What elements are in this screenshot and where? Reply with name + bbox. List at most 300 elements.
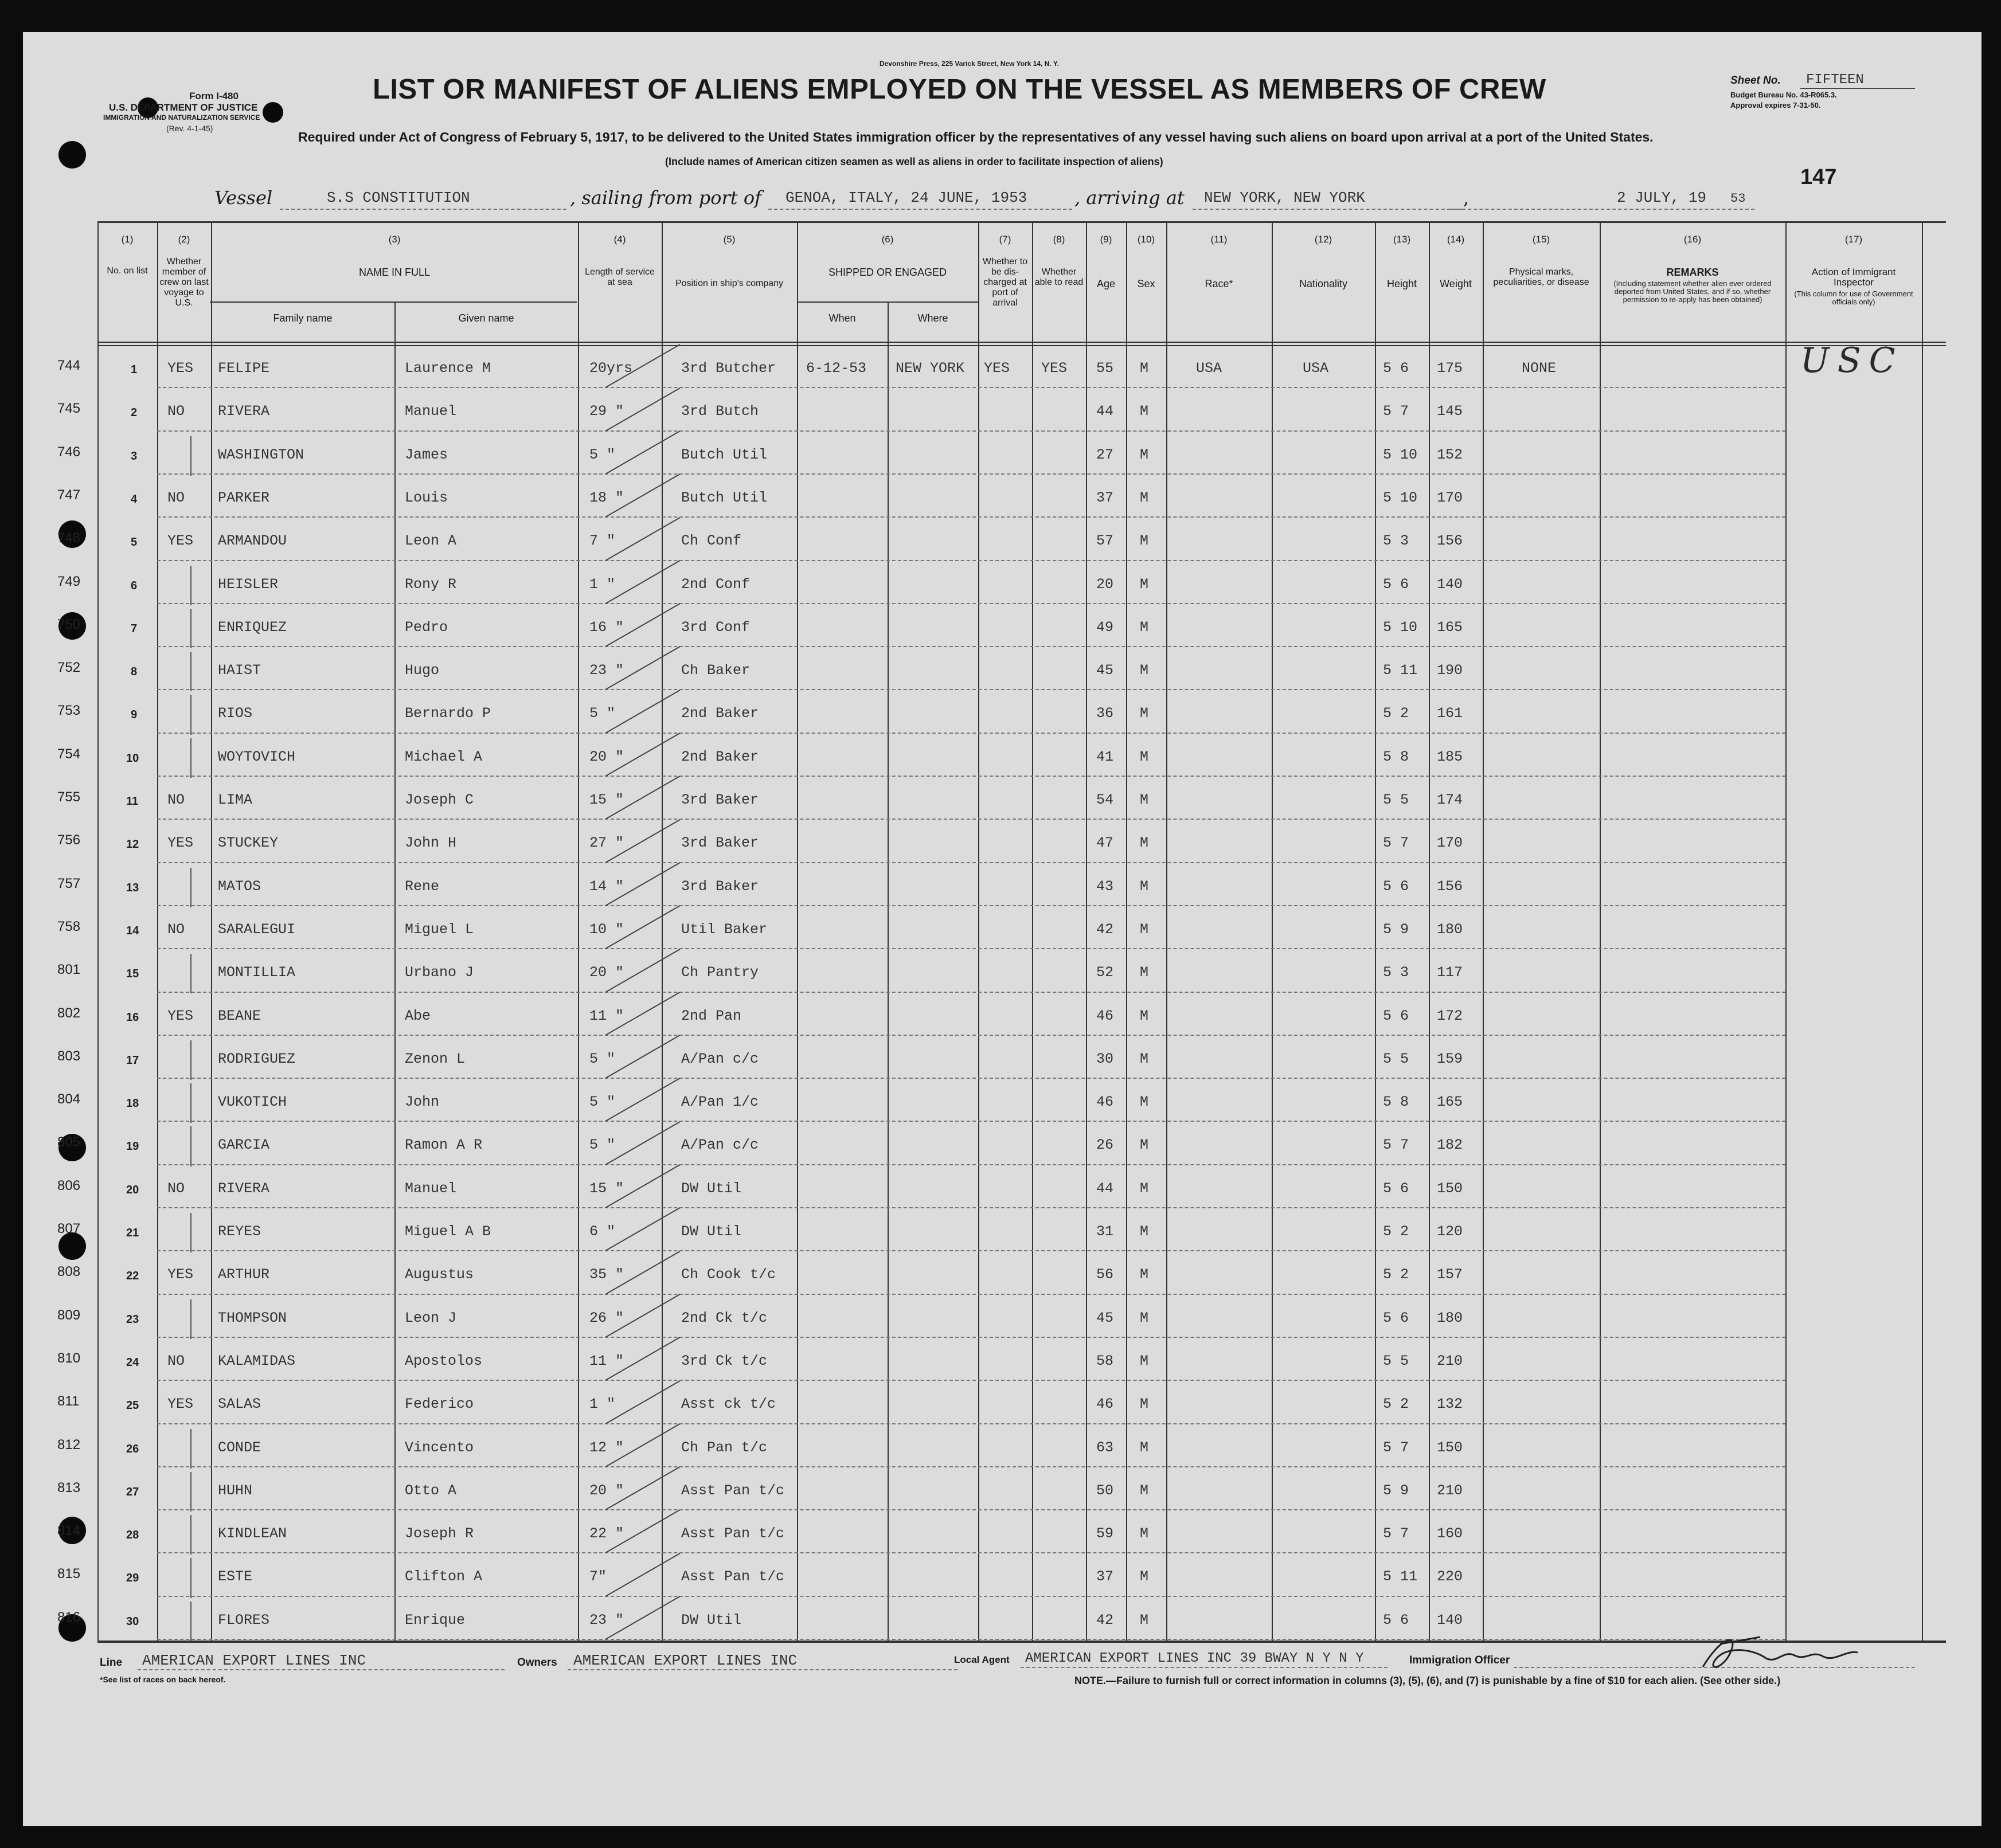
crew-last-voyage: YES (167, 1396, 194, 1413)
age: 57 (1096, 533, 1114, 550)
vessel-label: Vessel (214, 187, 273, 209)
service-length: 18 " (589, 489, 624, 506)
row-number: 20 (126, 1183, 139, 1196)
ship-position: 3rd Baker (681, 792, 759, 808)
sex: M (1140, 835, 1149, 852)
check-mark (605, 1078, 681, 1122)
age: 63 (1096, 1439, 1114, 1456)
row-number: 25 (126, 1399, 139, 1412)
column-rule (1922, 221, 1923, 1641)
age: 46 (1096, 1007, 1114, 1024)
row-rule (157, 1337, 1785, 1338)
ship-position: A/Pan c/c (681, 1137, 759, 1154)
column-rule (662, 221, 663, 1641)
crew-last-voyage: NO (167, 921, 185, 938)
row-number: 8 (131, 665, 138, 679)
given-name: John H (405, 835, 457, 852)
form-number: Form I-480 (189, 91, 239, 101)
given-name: Michael A (405, 748, 483, 765)
row-number: 28 (126, 1529, 139, 1542)
check-mark (605, 1121, 681, 1165)
age: 44 (1096, 1180, 1114, 1197)
crew-last-voyage: NO (167, 1180, 185, 1197)
ship-position: 2nd Ck t/c (681, 1309, 768, 1326)
row-ref-number: 813 (57, 1479, 81, 1495)
height: 5 10 (1383, 446, 1418, 463)
row-ref-number: 807 (57, 1221, 81, 1236)
family-name: CONDE (218, 1439, 261, 1456)
row-ref-number: 749 (57, 573, 81, 589)
row-rule (157, 1509, 1785, 1510)
service-length: 6 " (589, 1223, 616, 1240)
row-ref-number: 808 (57, 1264, 81, 1280)
column-rule (157, 221, 158, 1641)
height: 5 6 (1383, 1007, 1409, 1024)
ditto-mark (190, 1558, 191, 1598)
crew-last-voyage: YES (167, 835, 194, 852)
weight: 160 (1437, 1525, 1463, 1542)
age: 50 (1096, 1482, 1114, 1499)
sex: M (1140, 360, 1149, 377)
agent-label: Local Agent (954, 1654, 1010, 1665)
row-ref-number: 748 (57, 530, 81, 546)
family-name: WASHINGTON (218, 446, 304, 463)
age: 36 (1096, 705, 1114, 722)
row-number: 15 (126, 968, 139, 981)
column-rule (578, 221, 579, 1641)
family-name: PARKER (218, 489, 270, 506)
col-height: Height (1386, 278, 1417, 289)
sex: M (1140, 1137, 1149, 1154)
row-rule (157, 430, 1785, 432)
age: 58 (1096, 1352, 1114, 1369)
family-name: ENRIQUEZ (218, 618, 287, 636)
row-ref-number: 801 (57, 962, 81, 978)
crew-last-voyage: YES (167, 360, 194, 377)
row-ref-number: 745 (57, 401, 81, 417)
sex: M (1140, 1352, 1149, 1369)
age: 20 (1096, 575, 1114, 593)
penalty-note: NOTE.—Failure to furnish full or correct information in columns (3), (5), (6), and (7) is punishable by a fine of $10 for each alien. (See other side.) (1074, 1675, 1781, 1686)
weight: 165 (1437, 618, 1463, 636)
age: 42 (1096, 1611, 1114, 1628)
column-rule (797, 221, 798, 1641)
age: 45 (1096, 662, 1114, 679)
ship-position: A/Pan 1/c (681, 1094, 759, 1111)
age: 45 (1096, 1309, 1114, 1326)
height: 5 7 (1383, 835, 1409, 852)
weight: 161 (1437, 705, 1463, 722)
age: 44 (1096, 403, 1114, 420)
sheet-number: FIFTEEN (1806, 72, 1864, 88)
height: 5 6 (1383, 1309, 1409, 1326)
shipped-where: NEW YORK (896, 360, 965, 377)
line-value: AMERICAN EXPORT LINES INC (142, 1652, 366, 1669)
ditto-mark (190, 1472, 191, 1512)
sex: M (1140, 1309, 1149, 1326)
row-number: 29 (126, 1572, 139, 1585)
row-ref-number: 803 (57, 1048, 81, 1064)
given-name: Rony R (405, 575, 457, 593)
punch-hole (58, 141, 86, 169)
crew-last-voyage: YES (167, 533, 194, 550)
subtitle: Required under Act of Congress of February 5, 1917, to be delivered to the United States immigration officer by the representatives of any vessel having such aliens on board upon arrival at a port of the United States. (298, 130, 1654, 144)
crew-last-voyage: NO (167, 792, 185, 808)
row-number: 23 (126, 1313, 139, 1326)
ditto-mark (190, 1213, 191, 1252)
sheet-label: Sheet No. (1730, 75, 1781, 87)
weight: 132 (1437, 1396, 1463, 1413)
row-number: 10 (126, 751, 139, 765)
ship-position: 3rd Butch (681, 403, 759, 420)
row-number: 2 (131, 406, 138, 420)
ditto-mark (190, 1515, 191, 1555)
row-ref-number: 814 (57, 1523, 81, 1539)
inspector-action: USC (1800, 340, 1904, 381)
ditto-mark (190, 868, 191, 907)
row-rule (157, 776, 1785, 777)
age: 46 (1096, 1094, 1114, 1111)
row-rule (157, 862, 1785, 863)
ship-position: Asst Pan t/c (681, 1568, 785, 1585)
given-name: Leon J (405, 1309, 457, 1326)
height: 5 6 (1383, 1611, 1409, 1628)
agent-value: AMERICAN EXPORT LINES INC 39 BWAY N Y N Y (1025, 1651, 1364, 1666)
service-length: 26 " (589, 1309, 624, 1326)
given-name: Pedro (405, 618, 448, 636)
row-rule (157, 819, 1785, 820)
ship-position: Ch Pan t/c (681, 1439, 768, 1456)
crew-last-voyage: NO (167, 489, 185, 506)
sex: M (1140, 1050, 1149, 1067)
ship-position: Asst Pan t/c (681, 1525, 785, 1542)
family-name: KINDLEAN (218, 1525, 287, 1542)
check-mark (605, 517, 681, 561)
ship-position: Asst ck t/c (681, 1396, 776, 1413)
age: 54 (1096, 792, 1114, 808)
age: 41 (1096, 748, 1114, 765)
vessel-name: S.S CONSTITUTION (327, 189, 470, 206)
row-rule (157, 603, 1785, 604)
ship-position: 3rd Baker (681, 878, 759, 895)
sex: M (1140, 446, 1149, 463)
family-name: SARALEGUI (218, 921, 296, 938)
ship-position: Asst Pan t/c (681, 1482, 785, 1499)
row-ref-number: 758 (57, 918, 81, 934)
row-number: 9 (131, 708, 138, 722)
col-age: Age (1096, 278, 1116, 289)
age: 27 (1096, 446, 1114, 463)
ditto-mark (190, 609, 191, 648)
sex: M (1140, 1094, 1149, 1111)
sex: M (1140, 964, 1149, 981)
ship-position: Ch Conf (681, 533, 742, 550)
col-weight: Weight (1440, 278, 1472, 289)
ship-position: 3rd Baker (681, 835, 759, 852)
column-rule (1483, 221, 1484, 1641)
weight: 157 (1437, 1266, 1463, 1283)
service-length: 35 " (589, 1266, 624, 1283)
service-length: 20yrs (589, 360, 633, 377)
weight: 165 (1437, 1094, 1463, 1111)
arrival-date: 2 JULY, 19 (1617, 189, 1707, 206)
height: 5 2 (1383, 1266, 1409, 1283)
row-ref-number: 756 (57, 832, 81, 848)
ship-position: Butch Util (681, 446, 768, 463)
row-rule (157, 1078, 1785, 1079)
ditto-mark (190, 1299, 191, 1339)
family-name: FELIPE (218, 360, 270, 377)
weight: 150 (1437, 1439, 1463, 1456)
family-name: THOMPSON (218, 1309, 287, 1326)
given-name: Zenon L (405, 1050, 466, 1067)
row-number: 24 (126, 1356, 139, 1369)
row-ref-number: 809 (57, 1307, 81, 1323)
family-name: ARMANDOU (218, 533, 287, 550)
age: 43 (1096, 878, 1114, 895)
weight: 185 (1437, 748, 1463, 765)
age: 55 (1096, 360, 1114, 377)
ship-position: DW Util (681, 1223, 742, 1240)
row-rule (157, 992, 1785, 993)
family-name: HEISLER (218, 575, 279, 593)
height: 5 2 (1383, 1396, 1409, 1413)
row-number: 16 (126, 1011, 139, 1024)
given-name: Miguel A B (405, 1223, 491, 1240)
age: 52 (1096, 964, 1114, 981)
given-name: Otto A (405, 1482, 457, 1499)
family-name: WOYTOVICH (218, 748, 296, 765)
service-length: 7 " (589, 533, 616, 550)
row-ref-number: 810 (57, 1350, 81, 1366)
ship-position: 2nd Baker (681, 748, 759, 765)
row-number: 30 (126, 1615, 139, 1628)
officer-label: Immigration Officer (1409, 1654, 1510, 1666)
weight: 159 (1437, 1050, 1463, 1067)
ditto-mark (190, 1040, 191, 1080)
row-ref-number: 753 (57, 703, 81, 719)
given-name: Rene (405, 878, 440, 895)
col-when: When (828, 312, 856, 324)
row-rule (157, 1639, 1785, 1640)
age: 31 (1096, 1223, 1114, 1240)
height: 5 9 (1383, 1482, 1409, 1499)
weight: 145 (1437, 403, 1463, 420)
weight: 190 (1437, 662, 1463, 679)
owners-label: Owners (517, 1657, 557, 1669)
col-name-in-full: NAME IN FULL (358, 267, 431, 278)
weight: 172 (1437, 1007, 1463, 1024)
ditto-mark (190, 1429, 191, 1469)
ditto-mark (190, 566, 191, 605)
column-rule (1032, 221, 1033, 1641)
printer-imprint: Devonshire Press, 225 Varick Street, New York 14, N. Y. (880, 60, 1059, 68)
row-ref-number: 804 (57, 1091, 81, 1107)
column-rule (1272, 221, 1273, 1641)
row-number: 12 (126, 838, 139, 851)
family-name: RODRIGUEZ (218, 1050, 296, 1067)
sex: M (1140, 575, 1149, 593)
ship-position: Ch Baker (681, 662, 751, 679)
col-nationality: Nationality (1299, 278, 1348, 289)
column-rule (1126, 221, 1127, 1641)
ditto-mark (190, 954, 191, 993)
row-ref-number: 747 (57, 487, 81, 503)
weight: 180 (1437, 921, 1463, 938)
given-name: Clifton A (405, 1568, 483, 1585)
service-length: 5 " (589, 1050, 616, 1067)
family-name: KALAMIDAS (218, 1352, 296, 1369)
row-rule (157, 1552, 1785, 1553)
given-name: Miguel L (405, 921, 474, 938)
row-number: 5 (131, 536, 138, 549)
ditto-mark (190, 1083, 191, 1123)
column-rule (888, 302, 889, 1641)
ship-position: 3rd Conf (681, 618, 751, 636)
given-name: John (405, 1094, 440, 1111)
service-length: 23 " (589, 1611, 624, 1628)
given-name: Hugo (405, 662, 440, 679)
family-name: REYES (218, 1223, 261, 1240)
ditto-mark (190, 695, 191, 734)
sex: M (1140, 1525, 1149, 1542)
family-name: RIVERA (218, 403, 270, 420)
age: 47 (1096, 835, 1114, 852)
service-length: 5 " (589, 1137, 616, 1154)
weight: 117 (1437, 964, 1463, 981)
row-rule (157, 1466, 1785, 1467)
ditto-mark (190, 436, 191, 476)
col-remarks: REMARKS (1666, 267, 1719, 278)
age: 56 (1096, 1266, 1114, 1283)
row-number: 13 (126, 881, 139, 894)
weight: 170 (1437, 489, 1463, 506)
given-name: Augustus (405, 1266, 474, 1283)
check-mark (605, 560, 681, 604)
weight: 180 (1437, 1309, 1463, 1326)
height: 5 8 (1383, 1094, 1409, 1111)
row-rule (157, 1250, 1785, 1251)
col-family-name: Family name (273, 312, 333, 324)
col-race: Race* (1205, 278, 1233, 289)
row-ref-number: 744 (57, 358, 81, 373)
service-length: 7" (589, 1568, 607, 1585)
service-length: 5 " (589, 1094, 616, 1111)
row-ref-number: 755 (57, 789, 81, 805)
given-name: Bernardo P (405, 705, 491, 722)
punch-hole (263, 102, 283, 123)
check-mark (605, 1553, 681, 1597)
family-name: ESTE (218, 1568, 253, 1585)
page-title: LIST OR MANIFEST OF ALIENS EMPLOYED ON THE VESSEL AS MEMBERS OF CREW (373, 74, 1546, 105)
family-name: VUKOTICH (218, 1094, 287, 1111)
given-name: Urbano J (405, 964, 474, 981)
col-able-to-read: Whether able to read (1034, 267, 1084, 287)
row-rule (157, 1423, 1785, 1424)
row-ref-number: 815 (57, 1566, 81, 1582)
ship-position: DW Util (681, 1611, 742, 1628)
row-number: 18 (126, 1097, 139, 1110)
check-mark (605, 1207, 681, 1251)
family-name: LIMA (218, 792, 253, 808)
ship-position: 2nd Conf (681, 575, 751, 593)
ditto-mark (190, 738, 191, 778)
races-note: *See list of races on back hereof. (100, 1675, 226, 1684)
family-name: HUHN (218, 1482, 253, 1499)
row-number: 21 (126, 1227, 139, 1239)
arriving-label: , arriving at (1074, 187, 1185, 209)
sex: M (1140, 1482, 1149, 1499)
age: 59 (1096, 1525, 1114, 1542)
budget-bureau: Budget Bureau No. 43-R065.3. (1730, 91, 1837, 99)
row-number: 6 (131, 579, 138, 592)
family-name: RIVERA (218, 1180, 270, 1197)
given-name: Joseph R (405, 1525, 474, 1542)
service-length: 20 " (589, 748, 624, 765)
weight: 156 (1437, 533, 1463, 550)
height: 5 2 (1383, 1223, 1409, 1240)
sex: M (1140, 1396, 1149, 1413)
row-number: 27 (126, 1485, 139, 1498)
given-name: Joseph C (405, 792, 474, 808)
row-ref-number: 806 (57, 1177, 81, 1193)
given-name: Vincento (405, 1439, 474, 1456)
row-rule (157, 473, 1785, 475)
row-ref-number: 802 (57, 1005, 81, 1021)
ship-position: 2nd Baker (681, 705, 759, 722)
height: 5 9 (1383, 921, 1409, 938)
sex: M (1140, 1266, 1149, 1283)
sex: M (1140, 705, 1149, 722)
weight: 156 (1437, 878, 1463, 895)
ship-position: Ch Pantry (681, 964, 759, 981)
row-ref-number: 816 (57, 1609, 81, 1625)
revision: (Rev. 4-1-45) (166, 124, 213, 133)
row-number: 11 (126, 795, 139, 808)
ship-position: 3rd Butcher (681, 360, 776, 377)
family-name: MATOS (218, 878, 261, 895)
service-length: 11 " (589, 1352, 624, 1369)
weight: 210 (1437, 1482, 1463, 1499)
sex: M (1140, 1439, 1149, 1456)
ship-position: Ch Cook t/c (681, 1266, 776, 1283)
height: 5 7 (1383, 1525, 1409, 1542)
family-name: HAIST (218, 662, 261, 679)
discharged: YES (984, 360, 1010, 377)
height: 5 7 (1383, 403, 1409, 420)
row-rule (157, 689, 1785, 690)
service-length: 11 " (589, 1007, 624, 1024)
family-name: GARCIA (218, 1137, 270, 1154)
weight: 140 (1437, 575, 1463, 593)
voyage-line (214, 187, 272, 209)
age: 46 (1096, 1396, 1114, 1413)
ship-position: 3rd Ck t/c (681, 1352, 768, 1369)
weight: 140 (1437, 1611, 1463, 1628)
weight: 182 (1437, 1137, 1463, 1154)
column-rule (1600, 221, 1601, 1641)
given-name: Enrique (405, 1611, 466, 1628)
page-number-stamp: 147 (1800, 165, 1837, 189)
line-label: Line (100, 1657, 123, 1669)
family-name: BEANE (218, 1007, 261, 1024)
check-mark (605, 1380, 681, 1424)
row-ref-number: 811 (57, 1393, 80, 1410)
row-rule (157, 387, 1785, 388)
height: 5 6 (1383, 878, 1409, 895)
family-name: ARTHUR (218, 1266, 270, 1283)
sex: M (1140, 489, 1149, 506)
